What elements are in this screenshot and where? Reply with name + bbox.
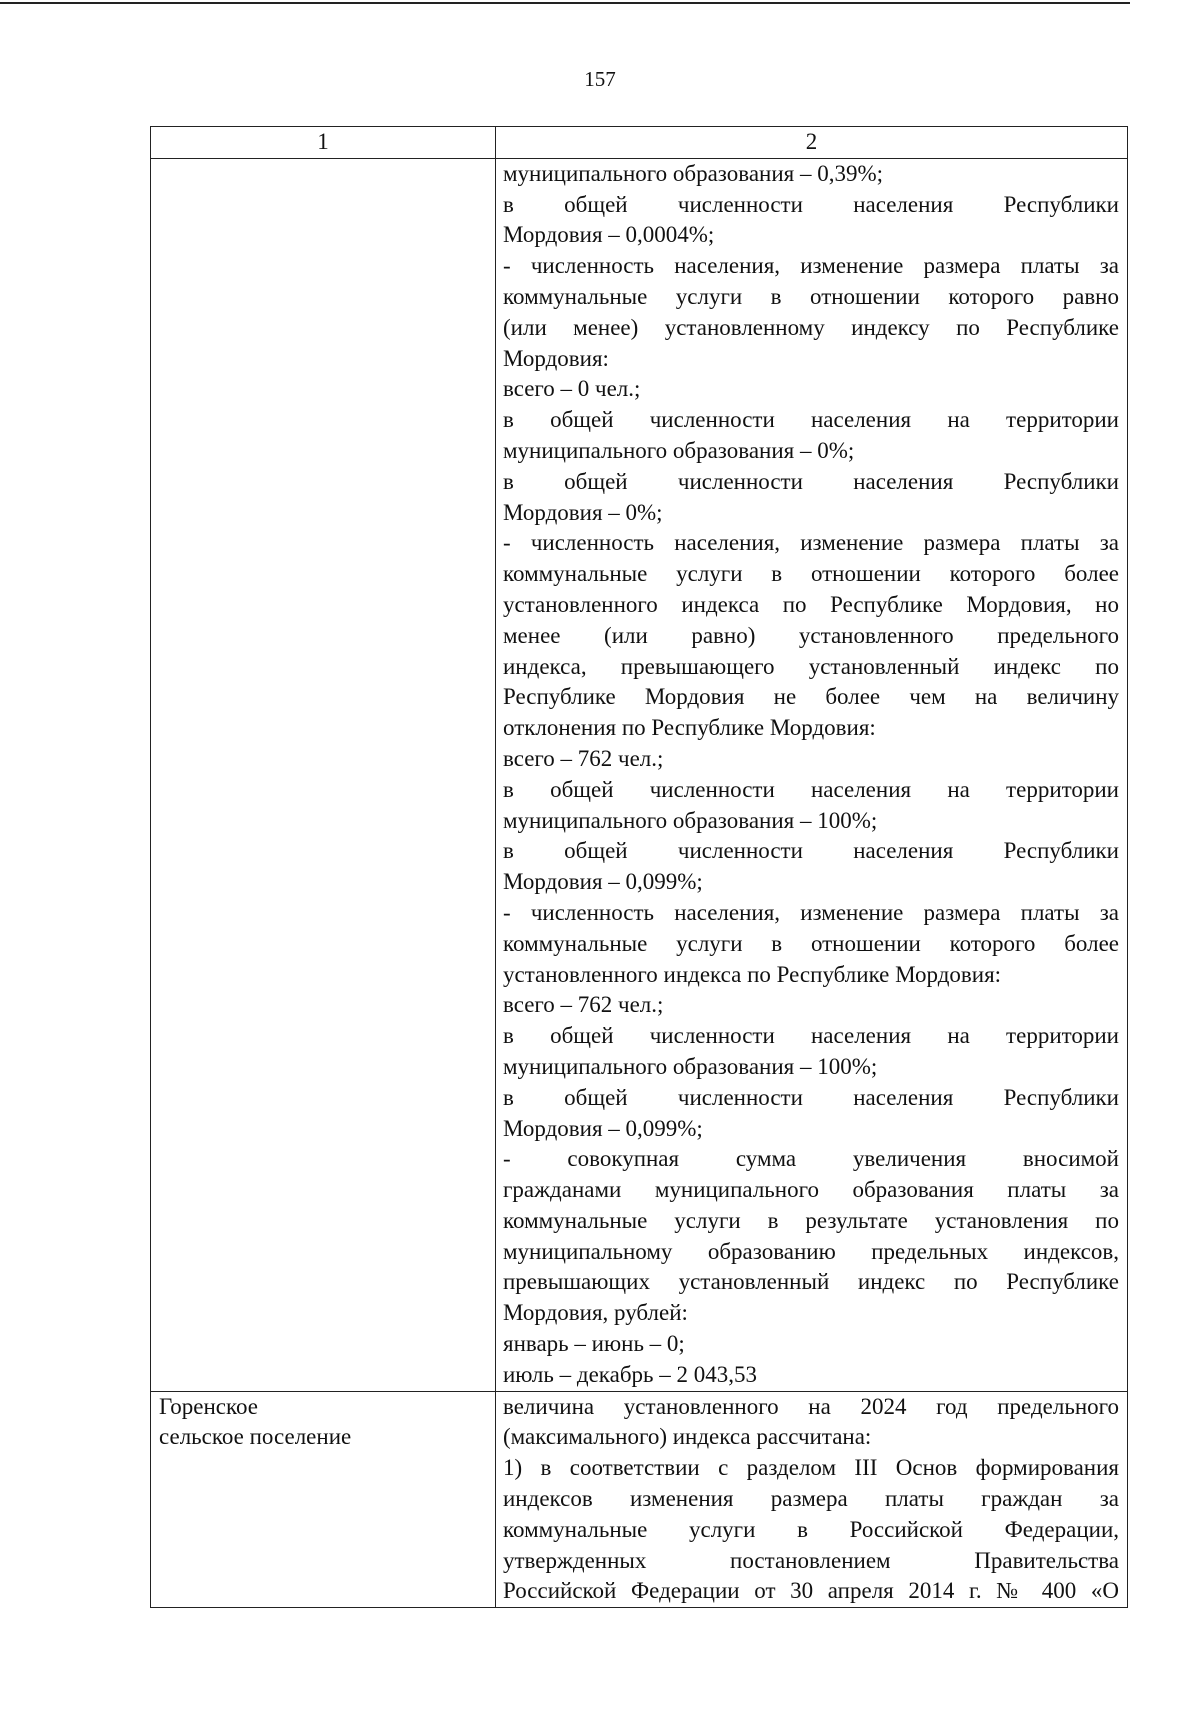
text-line: в общей численности населения Республики <box>503 468 1119 494</box>
text-line: муниципальному образованию предельных индексов, <box>503 1238 1119 1264</box>
text-line: коммунальные услуги в Российской Федерации, <box>503 1516 1119 1542</box>
text-line: в общей численности населения на территории <box>503 1023 1119 1049</box>
text-line: Республике Мордовия не более чем на величину <box>503 684 1119 710</box>
text-line: Мордовия – 0,099%; <box>503 869 703 895</box>
text-line: всего – 762 чел.; <box>503 992 664 1018</box>
text-line: коммунальные услуги в отношении которого более <box>503 561 1119 587</box>
text-line: (или менее) установленному индексу по Республике <box>503 314 1119 340</box>
text-line: индексов изменения размера платы граждан за <box>503 1486 1119 1512</box>
row-label-line: Горенское <box>159 1393 258 1419</box>
text-line: коммунальные услуги в отношении которого равно <box>503 283 1119 309</box>
text-line: июль – декабрь – 2 043,53 <box>503 1361 758 1387</box>
text-line: коммунальные услуги в результате установления по <box>503 1207 1119 1233</box>
text-line: Мордовия – 0%; <box>503 499 663 525</box>
text-line: в общей численности населения Республики <box>503 1084 1119 1110</box>
text-line: в общей численности населения на территории <box>503 776 1119 802</box>
text-line: Мордовия, рублей: <box>503 1300 688 1326</box>
text-line: (максимального) индекса рассчитана: <box>503 1424 872 1450</box>
text-line: муниципального образования – 0,39%; <box>503 160 884 186</box>
text-line: 1) в соответствии с разделом III Основ формирования <box>503 1455 1119 1481</box>
table-row <box>151 158 1128 1391</box>
row-1-col-1 <box>151 158 496 1391</box>
text-line: - совокупная сумма увеличения вносимой <box>503 1146 1119 1172</box>
row-2-col-1 <box>151 1391 496 1608</box>
table-row <box>151 1391 1128 1608</box>
row-2-col-2 <box>496 1391 1128 1608</box>
text-line: муниципального образования – 0%; <box>503 437 855 463</box>
text-line: менее (или равно) установленного предельного <box>503 622 1119 648</box>
text-line: в общей численности населения Республики <box>503 838 1119 864</box>
scan-top-border <box>0 2 1130 4</box>
text-line: гражданами муниципального образования платы за <box>503 1177 1119 1203</box>
text-line: в общей численности населения на территории <box>503 407 1119 433</box>
text-line: муниципального образования – 100%; <box>503 1053 878 1079</box>
text-line: Мордовия – 0,099%; <box>503 1115 703 1141</box>
text-line: установленного индекса по Республике Мордовия: <box>503 961 1002 987</box>
text-line: отклонения по Республике Мордовия: <box>503 715 876 741</box>
text-line: - численность населения, изменение размера платы за <box>503 253 1119 279</box>
text-line: всего – 0 чел.; <box>503 376 641 402</box>
row-label-line: сельское поселение <box>159 1424 352 1450</box>
text-line: коммунальные услуги в отношении которого более <box>503 930 1119 956</box>
text-line: январь – июнь – 0; <box>503 1331 685 1357</box>
document-table <box>150 126 1128 1608</box>
column-header-2: 2 <box>496 127 1128 159</box>
text-line: утвержденных постановлением Правительства <box>503 1547 1119 1573</box>
table-header-row <box>151 127 1128 159</box>
text-line: в общей численности населения Республики <box>503 191 1119 217</box>
text-line: Мордовия: <box>503 345 609 371</box>
text-line: Российской Федерации от 30 апреля 2014 г. № 400 «О <box>503 1578 1119 1604</box>
page-number: 157 <box>584 67 616 91</box>
text-line: индекса, превышающего установленный индекс по <box>503 653 1119 679</box>
text-line: всего – 762 чел.; <box>503 745 664 771</box>
text-line: муниципального образования – 100%; <box>503 807 878 833</box>
text-line: установленного индекса по Республике Мордовия, но <box>503 591 1119 617</box>
text-line: - численность населения, изменение размера платы за <box>503 899 1119 925</box>
text-line: превышающих установленный индекс по Республике <box>503 1269 1119 1295</box>
text-line: Мордовия – 0,0004%; <box>503 222 715 248</box>
text-line: величина установленного на 2024 год предельного <box>503 1393 1119 1419</box>
text-line: - численность населения, изменение размера платы за <box>503 530 1119 556</box>
row-1-col-2 <box>496 158 1128 1391</box>
column-header-1: 1 <box>151 127 496 159</box>
